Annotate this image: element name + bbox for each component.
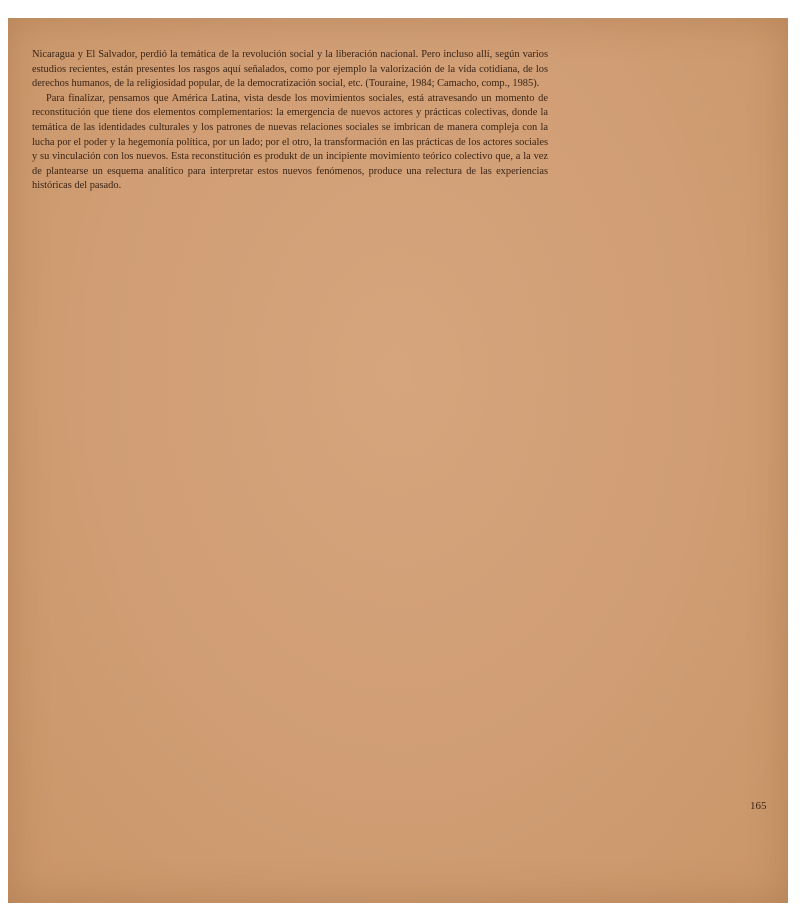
- paragraph-1: Nicaragua y El Salvador, perdió la temática de la revolución social y la liberación nacional. Pero incluso allí, según varios estudios recientes, están presentes los rasgos aquí señalados, como por ejemplo la valorización de la vida cotidiana, de los derechos humanos, de la religiosidad popular, de la democratización social, etc. (Touraine, 1984; Camacho, comp., 1985).: [32, 49, 548, 90]
- document-page: [8, 18, 788, 903]
- paragraph-2: Para finalizar, pensamos que América Latina, vista desde los movimientos sociales, está atravesando un momento de reconstitución que tiene dos elementos complementarios: la emergencia de nuevos actores y prácticas colectivas, donde la temática de las identidades culturales y los patrones de nuevas relaciones sociales se imbrican de manera compleja con la lucha por el poder y la hegemonía política, por un lado; por el otro, la transformación en las prácticas de los actores sociales y su vinculación con los nuevos. Esta reconstitución es produkt de un incipiente movimiento teórico colectivo que, a la vez de plantearse un esquema analítico para interpretar estos nuevos fenómenos, produce una relectura de las experiencias históricas del pasado.: [32, 92, 548, 192]
- page-number: 165: [750, 800, 767, 812]
- body-text: [32, 48, 548, 194]
